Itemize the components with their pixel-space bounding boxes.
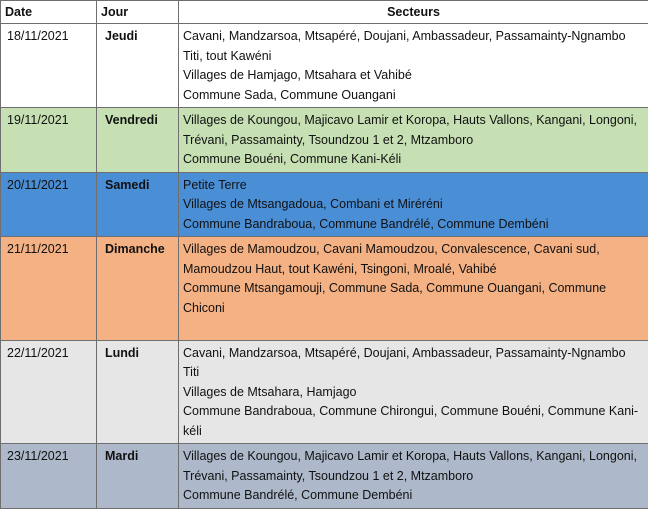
row-date: 20/11/2021 — [1, 172, 97, 237]
secteur-line: Commune Bandrélé, Commune Dembéni — [183, 486, 644, 506]
table-row — [1, 24, 648, 108]
row-secteurs — [179, 172, 648, 237]
secteur-line: Cavani, Mandzarsoa, Mtsapéré, Doujani, Ambassadeur, Passamainty-Ngnambo Titi — [183, 344, 644, 383]
secteur-line: Commune Sada, Commune Ouangani — [183, 86, 644, 106]
row-date: 19/11/2021 — [1, 108, 97, 173]
table-row — [1, 444, 648, 509]
secteur-line: Villages de Mtsangadoua, Combani et Miréréni — [183, 195, 644, 215]
row-date: 22/11/2021 — [1, 340, 97, 444]
secteur-line: Villages de Hamjago, Mtsahara et Vahibé — [183, 66, 644, 86]
row-jour: Vendredi — [97, 108, 179, 173]
header-date: Date — [1, 1, 97, 24]
secteur-line: Villages de Koungou, Majicavo Lamir et Koropa, Hauts Vallons, Kangani, Longoni, Trévani, Passamainty, Tsoundzou 1 et 2, Mtzamboro — [183, 111, 644, 150]
row-secteurs — [179, 444, 648, 509]
table-row — [1, 108, 648, 173]
header-row — [1, 1, 648, 24]
header-secteurs: Secteurs — [179, 1, 648, 24]
secteur-line: Villages de Mtsahara, Hamjago — [183, 383, 644, 403]
row-date: 18/11/2021 — [1, 24, 97, 108]
row-secteurs — [179, 24, 648, 108]
row-secteurs — [179, 237, 648, 341]
row-jour: Dimanche — [97, 237, 179, 341]
secteur-line: Commune Bouéni, Commune Kani-Kéli — [183, 150, 644, 170]
schedule-body — [1, 24, 648, 509]
row-secteurs — [179, 340, 648, 444]
row-jour: Lundi — [97, 340, 179, 444]
row-jour: Jeudi — [97, 24, 179, 108]
row-date: 21/11/2021 — [1, 237, 97, 341]
table-row — [1, 237, 648, 341]
header-jour: Jour — [97, 1, 179, 24]
secteur-line: Petite Terre — [183, 176, 644, 196]
secteur-line: Villages de Mamoudzou, Cavani Mamoudzou, Convalescence, Cavani sud, Mamoudzou Haut, tout Kawéni, Tsingoni, Mroalé, Vahibé — [183, 240, 644, 279]
secteur-line — [183, 318, 644, 338]
row-jour: Mardi — [97, 444, 179, 509]
secteur-line: Villages de Koungou, Majicavo Lamir et Koropa, Hauts Vallons, Kangani, Longoni, Trévani, Passamainty, Tsoundzou 1 et 2, Mtzamboro — [183, 447, 644, 486]
secteur-line: Commune Bandraboua, Commune Chirongui, Commune Bouéni, Commune Kani-kéli — [183, 402, 644, 441]
table-row — [1, 340, 648, 444]
secteur-line: Commune Bandraboua, Commune Bandrélé, Commune Dembéni — [183, 215, 644, 235]
secteur-line: Commune Mtsangamouji, Commune Sada, Commune Ouangani, Commune Chiconi — [183, 279, 644, 318]
row-jour: Samedi — [97, 172, 179, 237]
row-secteurs — [179, 108, 648, 173]
secteur-line: Cavani, Mandzarsoa, Mtsapéré, Doujani, Ambassadeur, Passamainty-Ngnambo Titi, tout Kawéni — [183, 27, 644, 66]
row-date: 23/11/2021 — [1, 444, 97, 509]
table-row — [1, 172, 648, 237]
